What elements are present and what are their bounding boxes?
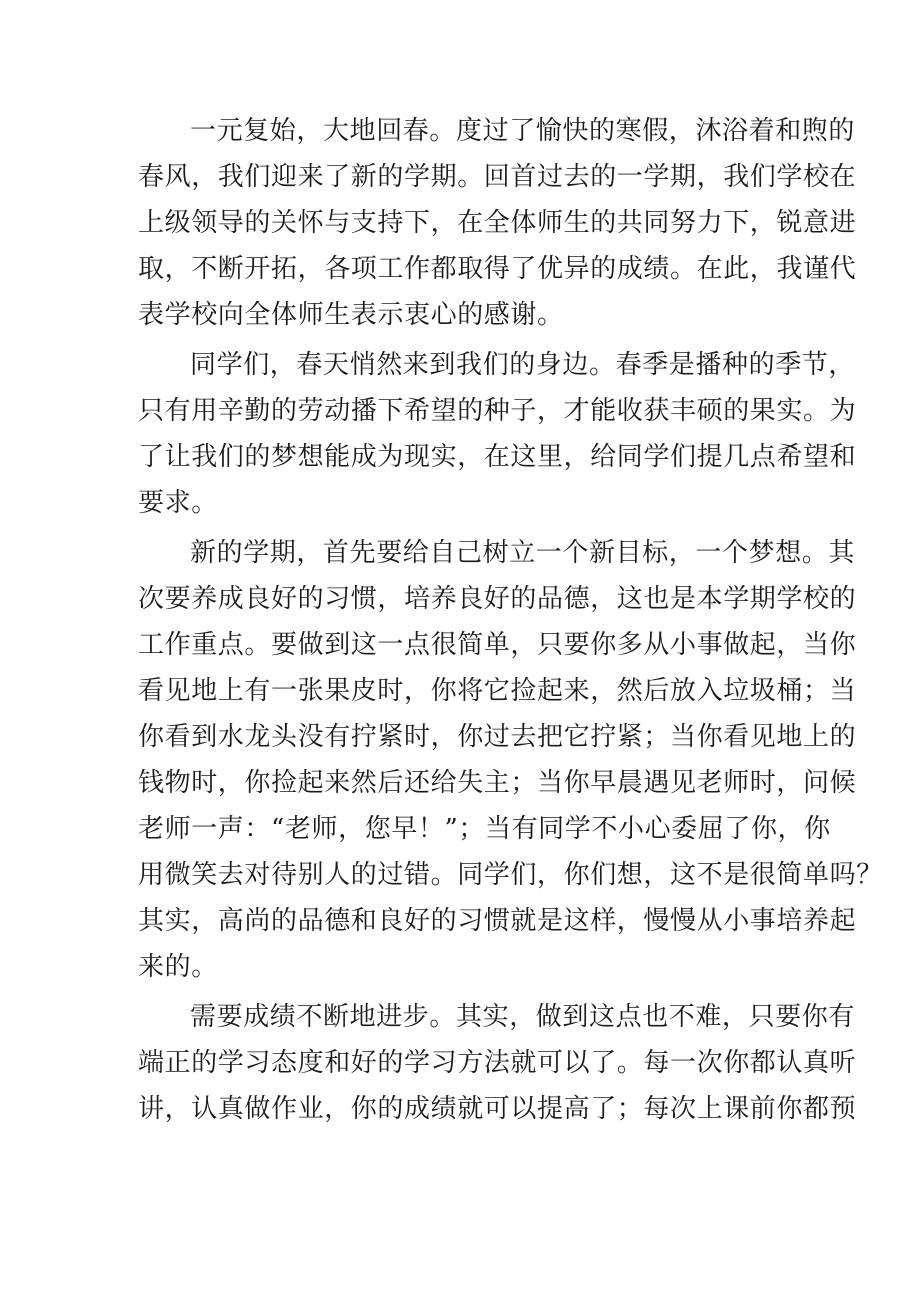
paragraph-2: [138, 342, 857, 526]
text-line: 次要养成良好的习惯，培养良好的品德，这也是本学期学校的: [138, 584, 857, 614]
text-line: 同学们，春天悄然来到我们的身边。春季是播种的季节，: [190, 350, 856, 380]
text-line: 老师一声：“老师，您早！”；当有同学不小心委屈了你，你: [138, 814, 831, 844]
text-line: 上级领导的关怀与支持下，在全体师生的共同努力下，锐意进: [138, 208, 857, 238]
paragraph-1: [138, 108, 857, 338]
paragraph-4: [138, 994, 857, 1132]
text-line: 你看到水龙头没有拧紧时，你过去把它拧紧；当你看见地上的: [138, 722, 857, 752]
paragraph-3: [138, 530, 883, 990]
text-line: 钱物时，你捡起来然后还给失主；当你早晨遇见老师时，问候: [138, 768, 857, 798]
text-line: 新的学期，首先要给自己树立一个新目标，一个梦想。其: [190, 538, 856, 568]
text-line: 用微笑去对待别人的过错。同学们，你们想，这不是很简单吗？: [138, 860, 883, 890]
text-line: 讲，认真做作业，你的成绩就可以提高了；每次上课前你都预: [138, 1094, 857, 1124]
text-line: 表学校向全体师生表示衷心的感谢。: [138, 300, 564, 330]
document-body: [138, 108, 883, 1132]
text-line: 需要成绩不断地进步。其实，做到这点也不难，只要你有: [190, 1002, 856, 1032]
text-line: 春风，我们迎来了新的学期。回首过去的一学期，我们学校在: [138, 162, 857, 192]
text-line: 看见地上有一张果皮时，你将它捡起来，然后放入垃圾桶；当: [138, 676, 857, 706]
text-line: 一元复始，大地回春。度过了愉快的寒假，沐浴着和煦的: [190, 116, 856, 146]
text-line: 其实，高尚的品德和良好的习惯就是这样，慢慢从小事培养起: [138, 906, 857, 936]
text-line: 了让我们的梦想能成为现实，在这里，给同学们提几点希望和: [138, 442, 857, 472]
text-line: 端正的学习态度和好的学习方法就可以了。每一次你都认真听: [138, 1048, 857, 1078]
text-line: 只有用辛勤的劳动播下希望的种子，才能收获丰硕的果实。为: [138, 396, 857, 426]
text-line: 工作重点。要做到这一点很简单，只要你多从小事做起，当你: [138, 630, 857, 660]
text-line: 要求。: [138, 488, 218, 518]
text-line: 来的。: [138, 952, 218, 982]
text-line: 取，不断开拓，各项工作都取得了优异的成绩。在此，我谨代: [138, 254, 857, 284]
